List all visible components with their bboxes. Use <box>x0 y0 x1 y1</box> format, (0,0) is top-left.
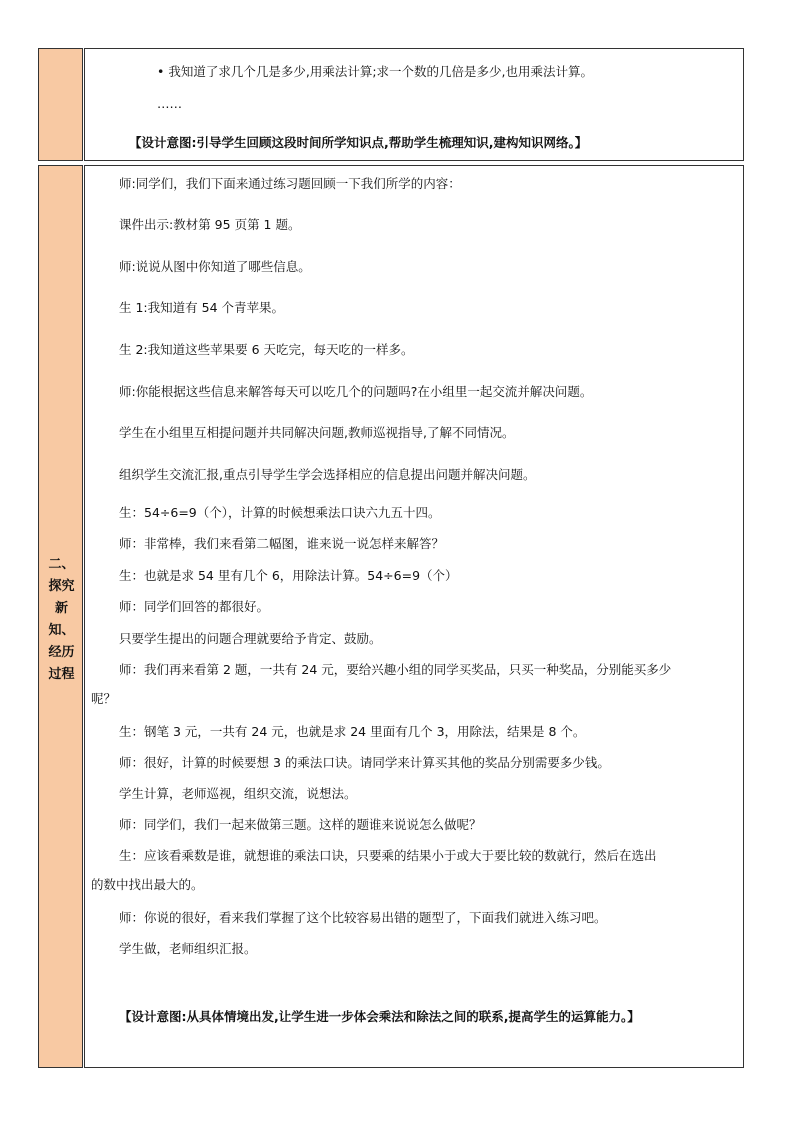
text-line: 师：我们再来看第 2 题，一共有 24 元，要给兴趣小组的同学买奖品，只买一种奖品，分别能买多少 <box>119 662 672 677</box>
stage-label-line: 探究 <box>48 579 75 594</box>
stage-label-line: 过程 <box>48 667 75 682</box>
text-line: 生：54÷6=9（个），计算的时候想乘法口诀六九五十四。 <box>119 505 441 520</box>
stage-label-line: 新 <box>54 601 68 616</box>
content-cell <box>84 48 744 161</box>
text-line: 只要学生提出的问题合理就要给予肯定、鼓励。 <box>119 631 382 646</box>
design-intent: 【设计意图:从具体情境出发,让学生进一步体会乘法和除法之间的联系,提高学生的运算能力。】 <box>119 1009 640 1024</box>
text-line: 师:你能根据这些信息来解答每天可以吃几个的问题吗?在小组里一起交流并解决问题。 <box>119 384 593 399</box>
stage-label-line: 知、 <box>48 623 75 638</box>
text-line: 组织学生交流汇报,重点引导学生学会选择相应的信息提出问题并解决问题。 <box>119 467 536 482</box>
text-line: 生：钢笔 3 元，一共有 24 元，也就是求 24 里面有几个 3，用除法，结果是 8 个。 <box>119 724 586 739</box>
text-line: 师：同学们回答的都很好。 <box>119 599 270 614</box>
table-row-explore <box>38 165 744 1068</box>
text-line: 师：同学们，我们一起来做第三题。这样的题谁来说说怎么做呢？ <box>119 817 482 832</box>
text-line: 师：非常棒，我们来看第二幅图，谁来说一说怎样来解答？ <box>119 536 445 551</box>
stage-label-line: 二、 <box>48 557 75 572</box>
text-line: • 我知道了求几个几是多少,用乘法计算;求一个数的几倍是多少,也用乘法计算。 <box>157 64 594 79</box>
stage-cell <box>38 48 83 161</box>
text-line: 学生在小组里互相提问题并共同解决问题,教师巡视指导,了解不同情况。 <box>119 425 515 440</box>
text-line: 生：也就是求 54 里有几个 6，用除法计算。54÷6=9（个） <box>119 568 458 583</box>
text-line: 生 2:我知道这些苹果要 6 天吃完，每天吃的一样多。 <box>119 342 414 357</box>
design-intent: 【设计意图:引导学生回顾这段时间所学知识点,帮助学生梳理知识,建构知识网络。】 <box>129 135 588 150</box>
text-line: 学生计算，老师巡视，组织交流，说想法。 <box>119 786 357 801</box>
stage-label-line: 经历 <box>48 645 75 660</box>
text-line: 生：应该看乘数是谁，就想谁的乘法口诀，只要乘的结果小于或大于要比较的数就行，然后在选出 <box>119 848 657 863</box>
text-line: 师:说说从图中你知道了哪些信息。 <box>119 259 311 274</box>
lesson-table <box>38 48 744 1068</box>
text-line: 师：你说的很好，看来我们掌握了这个比较容易出错的题型了，下面我们就进入练习吧。 <box>119 910 607 925</box>
text-line: 师:同学们，我们下面来通过练习题回顾一下我们所学的内容： <box>119 176 461 191</box>
text-line: 生 1:我知道有 54 个青苹果。 <box>119 300 284 315</box>
stage-label <box>39 554 84 686</box>
text-line: 课件出示:教材第 95 页第 1 题。 <box>119 217 301 232</box>
text-line: …… <box>157 96 182 111</box>
stage-cell <box>38 165 83 1068</box>
content-cell <box>84 165 744 1068</box>
text-line: 呢？ <box>91 691 117 706</box>
text-line: 师：很好，计算的时候要想 3 的乘法口诀。请同学来计算买其他的奖品分别需要多少钱。 <box>119 755 610 770</box>
text-line: 的数中找出最大的。 <box>91 877 204 892</box>
table-row-review <box>38 48 744 161</box>
text-line: 学生做，老师组织汇报。 <box>119 941 257 956</box>
